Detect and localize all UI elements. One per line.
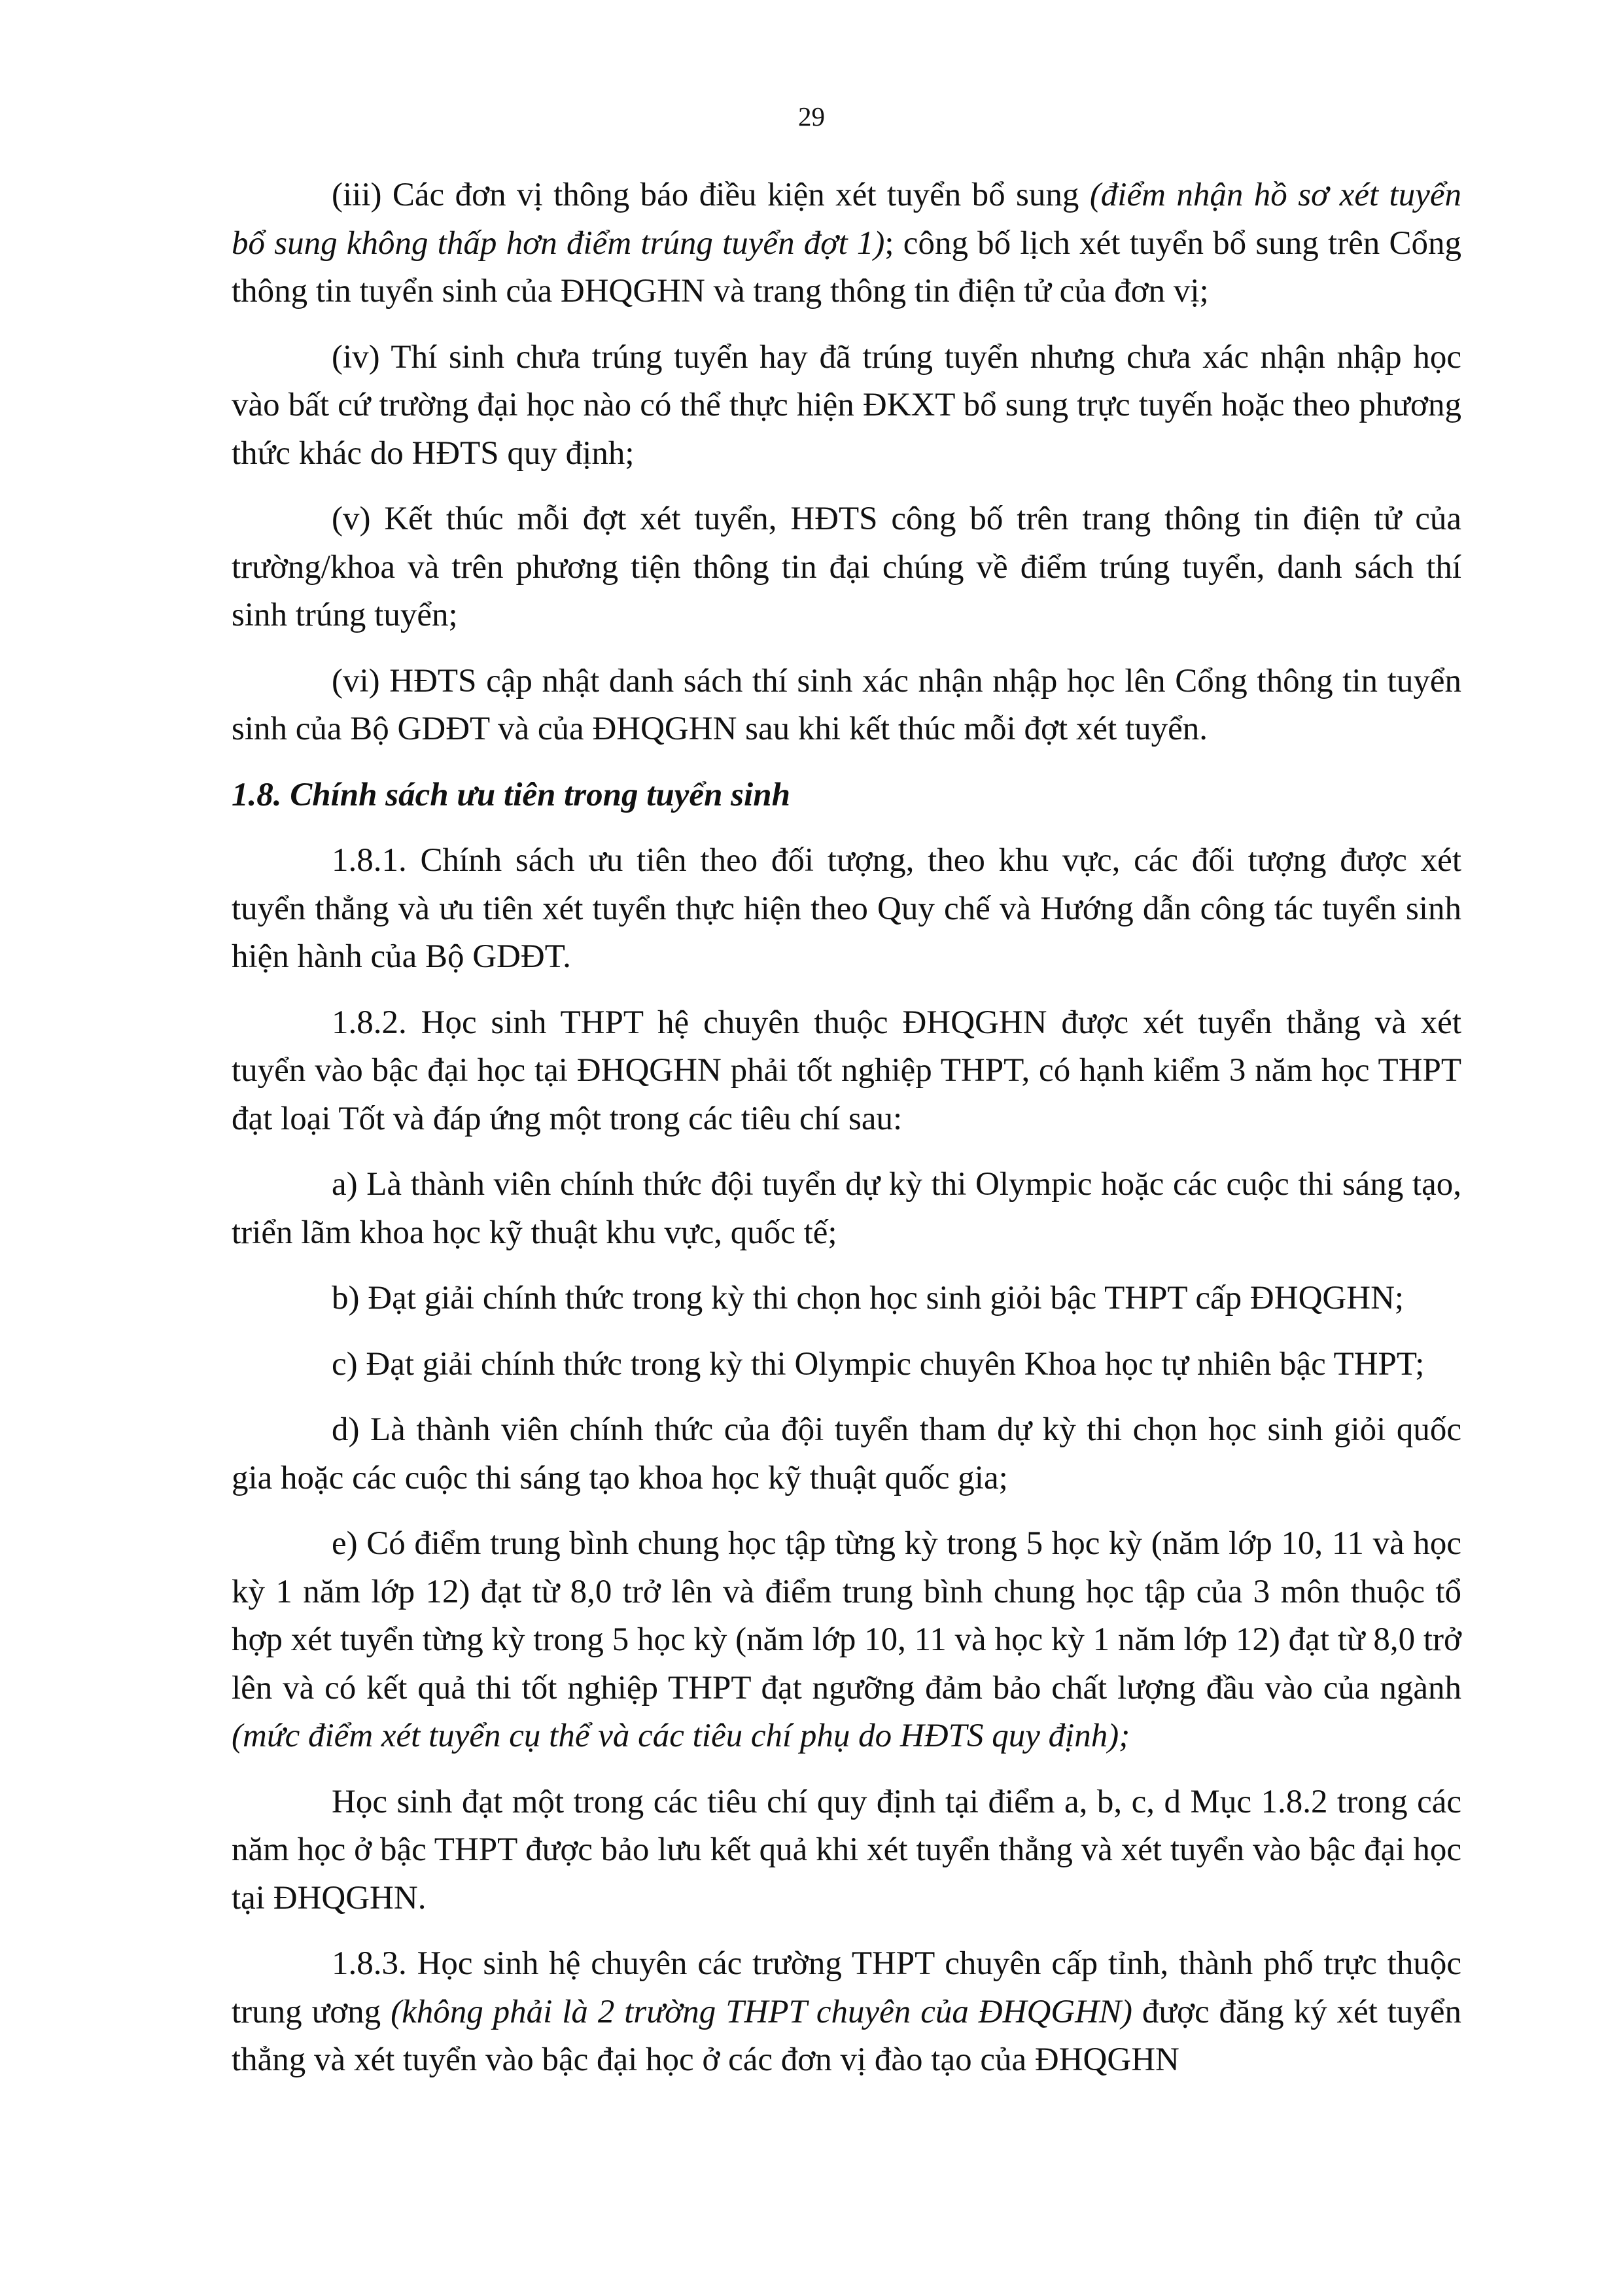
paragraph-iii: (iii) Các đơn vị thông báo điều kiện xét tuyển bổ sung (điểm nhận hồ sơ xét tuyển bổ sung không thấp hơn điểm trúng tuyển đợt 1); công bố lịch xét tuyển bổ sung trên Cổng thông tin tuyển sinh của ĐHQGHN và trang thông tin điện tử của đơn vị; bbox=[232, 177, 1462, 309]
page-number: 29 bbox=[798, 101, 825, 132]
paragraph-1-8-3: 1.8.3. Học sinh hệ chuyên các trường THPT chuyên cấp tỉnh, thành phố trực thuộc trung ương (không phải là 2 trường THPT chuyên của ĐHQGHN) được đăng ký xét tuyển thẳng và xét tuyển vào bậc đại học ở các đơn vị đào tạo của ĐHQGHN bbox=[232, 1945, 1462, 2078]
criterion-e: e) Có điểm trung bình chung học tập từng kỳ trong 5 học kỳ (năm lớp 10, 11 và học kỳ 1 năm lớp 12) đạt từ 8,0 trở lên và điểm trung bình chung học tập của 3 môn thuộc tổ hợp xét tuyển từng kỳ trong 5 học kỳ (năm lớp 10, 11 và học kỳ 1 năm lớp 12) đạt từ 8,0 trở lên và có kết quả thi tốt nghiệp THPT đạt ngưỡng đảm bảo chất lượng đầu vào của ngành (mức điểm xét tuyển cụ thể và các tiêu chí phụ do HĐTS quy định); bbox=[232, 1525, 1461, 1754]
paragraph-retention: Học sinh đạt một trong các tiêu chí quy định tại điểm a, b, c, d Mục 1.8.2 trong các năm học ở bậc THPT được bảo lưu kết quả khi xét tuyển thẳng và xét tuyển vào bậc đại học tại ĐHQGHN. bbox=[232, 1783, 1461, 1916]
paragraph-vi: (vi) HĐTS cập nhật danh sách thí sinh xác nhận nhập học lên Cổng thông tin tuyển sinh của Bộ GDĐT và của ĐHQGHN sau khi kết thúc mỗi đợt xét tuyển. bbox=[232, 662, 1461, 747]
paragraph-v: (v) Kết thúc mỗi đợt xét tuyển, HĐTS công bố trên trang thông tin điện tử của trường/khoa và trên phương tiện thông tin đại chúng về điểm trúng tuyển, danh sách thí sinh trúng tuyển; bbox=[232, 501, 1461, 633]
criterion-b: b) Đạt giải chính thức trong kỳ thi chọn học sinh giỏi bậc THPT cấp ĐHQGHN; bbox=[332, 1280, 1405, 1316]
paragraph-1-8-2: 1.8.2. Học sinh THPT hệ chuyên thuộc ĐHQGHN được xét tuyển thẳng và xét tuyển vào bậc đại học tại ĐHQGHN phải tốt nghiệp THPT, có hạnh kiểm 3 năm học THPT đạt loại Tốt và đáp ứng một trong các tiêu chí sau: bbox=[232, 1004, 1461, 1137]
section-heading: 1.8. Chính sách ưu tiên trong tuyển sinh bbox=[232, 776, 790, 813]
criterion-a: a) Là thành viên chính thức đội tuyển dự kỳ thi Olympic hoặc các cuộc thi sáng tạo, triển lãm khoa học kỹ thuật khu vực, quốc tế; bbox=[232, 1166, 1461, 1251]
document-body bbox=[232, 171, 1461, 2102]
criterion-c: c) Đạt giải chính thức trong kỳ thi Olympic chuyên Khoa học tự nhiên bậc THPT; bbox=[332, 1345, 1425, 1383]
criterion-d: d) Là thành viên chính thức của đội tuyển tham dự kỳ thi chọn học sinh giỏi quốc gia hoặc các cuộc thi sáng tạo khoa học kỹ thuật quốc gia; bbox=[232, 1411, 1461, 1496]
paragraph-iv: (iv) Thí sinh chưa trúng tuyển hay đã trúng tuyển nhưng chưa xác nhận nhập học vào bất cứ trường đại học nào có thể thực hiện ĐKXT bổ sung trực tuyến hoặc theo phương thức khác do HĐTS quy định; bbox=[232, 338, 1461, 472]
paragraph-1-8-1: 1.8.1. Chính sách ưu tiên theo đối tượng, theo khu vực, các đối tượng được xét tuyển thẳng và ưu tiên xét tuyển thực hiện theo Quy chế và Hướng dẫn công tác tuyển sinh hiện hành của Bộ GDĐT. bbox=[232, 842, 1461, 975]
